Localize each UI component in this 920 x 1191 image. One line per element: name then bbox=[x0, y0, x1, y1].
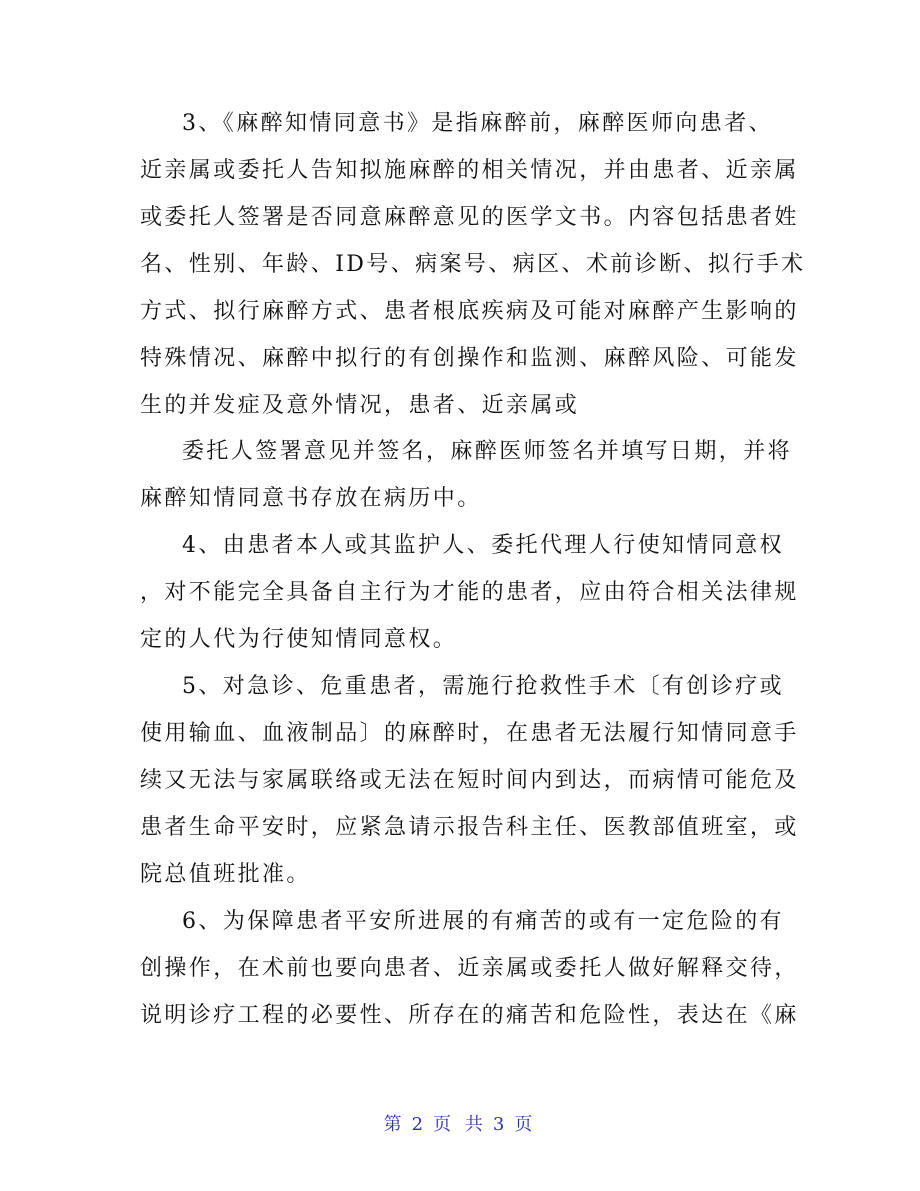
page-footer bbox=[0, 1110, 920, 1136]
paragraph-4-line-2: ，对不能完全具备自主行为才能的患者，应由符合相关法律规 bbox=[140, 580, 799, 605]
footer-prefix: 第 bbox=[383, 1114, 406, 1135]
paragraph-4-line-1: 4、由患者本人或其监护人、委托代理人行使知情同意权 bbox=[182, 533, 784, 558]
paragraph-5-line-3: 续又无法与家属联络或无法在短时间内到达，而病情可能危及 bbox=[140, 768, 799, 793]
paragraph-3-line-3: 或委托人签署是否同意麻醉意见的医学文书。内容包括患者姓 bbox=[140, 205, 799, 230]
footer-suffix: 页 bbox=[514, 1114, 537, 1135]
paragraph-3-line-4: 名、性别、年龄、ID号、病案号、病区、术前诊断、拟行手术 bbox=[140, 252, 806, 277]
paragraph-3-line-5: 方式、拟行麻醉方式、患者根底疾病及可能对麻醉产生影响的 bbox=[140, 299, 799, 324]
paragraph-3-line-1: 3、《麻醉知情同意书》是指麻醉前，麻醉医师向患者、 bbox=[182, 111, 773, 136]
footer-page-number: 2 bbox=[411, 1114, 428, 1135]
footer-total-pages: 3 bbox=[492, 1114, 509, 1135]
paragraph-6-line-1: 6、为保障患者平安所进展的有痛苦的或有一定危险的有 bbox=[182, 909, 784, 934]
paragraph-3b-line-2: 麻醉知情同意书存放在病历中。 bbox=[140, 486, 482, 511]
paragraph-6-line-2: 创操作，在术前也要向患者、近亲属或委托人做好解释交待， bbox=[140, 956, 799, 981]
paragraph-3-line-2: 近亲属或委托人告知拟施麻醉的相关情况，并由患者、近亲属 bbox=[140, 158, 799, 183]
paragraph-5-line-4: 患者生命平安时，应紧急请示报告科主任、医教部值班室，或 bbox=[140, 815, 799, 840]
paragraph-5-line-2: 使用输血、血液制品〕的麻醉时，在患者无法履行知情同意手 bbox=[140, 721, 799, 746]
paragraph-3-line-6: 特殊情况、麻醉中拟行的有创操作和监测、麻醉风险、可能发 bbox=[140, 346, 799, 371]
footer-mid: 页 共 bbox=[433, 1114, 487, 1135]
paragraph-5-line-1: 5、对急诊、危重患者，需施行抢救性手术〔有创诊疗或 bbox=[182, 674, 784, 699]
paragraph-4-line-3: 定的人代为行使知情同意权。 bbox=[140, 627, 458, 652]
paragraph-3b-line-1: 委托人签署意见并签名，麻醉医师签名并填写日期，并将 bbox=[182, 439, 793, 464]
paragraph-3-line-7: 生的并发症及意外情况，患者、近亲属或 bbox=[140, 393, 580, 418]
paragraph-6-line-3: 说明诊疗工程的必要性、所存在的痛苦和危险性，表达在《麻 bbox=[140, 1003, 799, 1028]
paragraph-5-line-5: 院总值班批准。 bbox=[140, 862, 311, 887]
